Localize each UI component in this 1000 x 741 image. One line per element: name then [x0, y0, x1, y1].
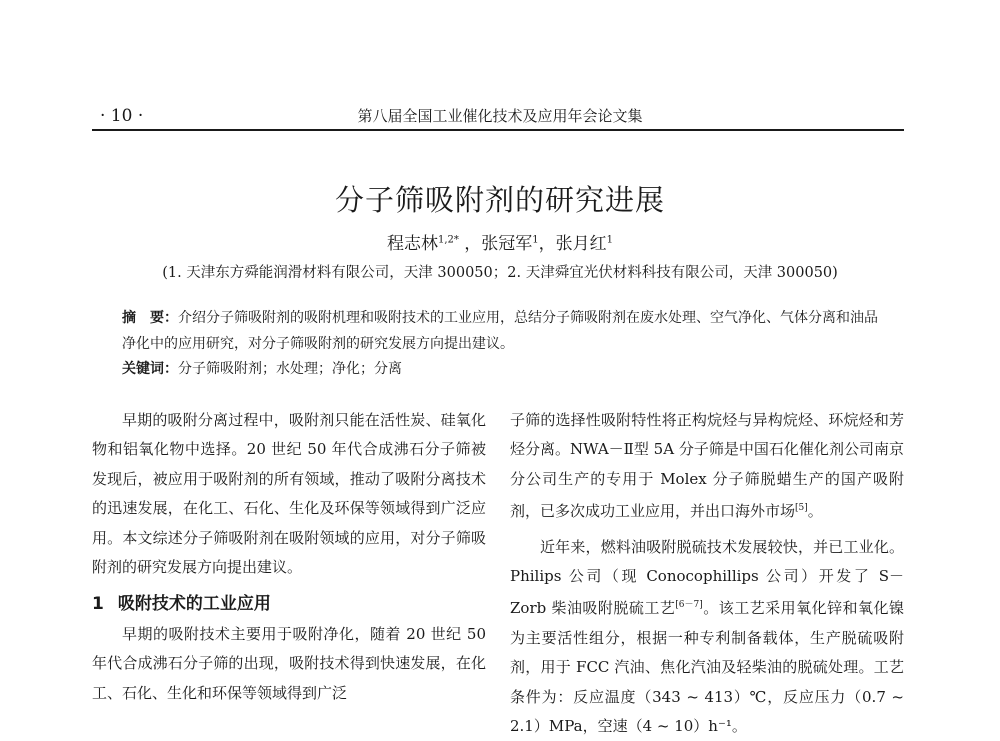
- author-separator: ，: [464, 234, 482, 254]
- paragraph-text: 子筛的选择性吸附特性将正构烷烃与异构烷烃、环烷烃和芳烃分离。NWA－Ⅱ型 5A 分子筛是中国石化催化剂公司南京分公司生产的专用于 Molex 分子筛脱蜡生产的国产吸附剂，已多次成功工业应用，并出口海外市场: [510, 411, 904, 521]
- right-column: [510, 406, 904, 741]
- section-paragraph: 早期的吸附技术主要用于吸附净化，随着 20 世纪 50 年代合成沸石分子筛的出现，吸附技术得到快速发展，在化工、石化、生化和环保等领域得到广泛: [92, 624, 486, 702]
- left-column: [92, 406, 486, 708]
- running-title: 第八届全国工业催化技术及应用年会论文集: [357, 107, 643, 125]
- author-affil-mark: 1,2*: [437, 234, 459, 246]
- article-title: 分子筛吸附剂的研究进展: [334, 183, 665, 217]
- citation: [5]: [795, 503, 808, 514]
- author-affil-mark: 1: [532, 234, 539, 246]
- keywords: [122, 356, 882, 382]
- author-separator: ，: [538, 234, 556, 254]
- keywords-text: 分子筛吸附剂；水处理；净化；分离: [178, 361, 402, 377]
- abstract-text: 介绍分子筛吸附剂的吸附机理和吸附技术的工业应用，总结分子筛吸附剂在废水处理、空气净化、气体分离和油品净化中的应用研究，对分子筛吸附剂的研究发展方向提出建议。: [122, 310, 878, 352]
- header-rule: [92, 129, 904, 131]
- author-list: [0, 229, 1000, 254]
- paragraph-text: 。该工艺采用氧化锌和氧化镍为主要活性组分，根据一种专利制备载体，生产脱硫吸附剂，用于 FCC 汽油、焦化汽油及轻柴油的脱硫处理。工艺条件为：反应温度（343 ~ 413）℃，反应压力（0.7 ~ 2.1）MPa，空速（4 ~ 10）h⁻¹。: [510, 599, 904, 736]
- section-heading: [92, 590, 486, 619]
- author-name: 张冠军: [481, 234, 533, 254]
- author-name: 张月红: [555, 234, 607, 254]
- paragraph-end: 。: [807, 502, 823, 521]
- author-affil-mark: 1: [606, 234, 614, 246]
- affiliations: (1. 天津东方舜能润滑材料有限公司，天津 300050；2. 天津舜宜光伏材料科技有限公司，天津 300050): [162, 265, 838, 281]
- abstract: [122, 305, 882, 357]
- paragraph-text: 近年来，燃料油吸附脱硫技术发展较快，并已工业化。Philips 公司（现 Conocophillips 公司）开发了 S－Zorb 柴油吸附脱硫工艺: [510, 537, 904, 618]
- section-number: 1: [92, 594, 104, 615]
- desulfurization-paragraph: [510, 533, 904, 741]
- author-name: 程志林: [386, 234, 438, 254]
- citation: [6－7]: [675, 600, 703, 611]
- continued-paragraph: [510, 406, 904, 527]
- keywords-label: 关键词：: [122, 361, 178, 377]
- intro-paragraph: 早期的吸附分离过程中，吸附剂只能在活性炭、硅氧化物和铝氧化物中选择。20 世纪 50 年代合成沸石分子筛被发现后，被应用于吸附剂的所有领域，推动了吸附分离技术的迅速发展，在化工、石化、生化及环保等领域得到广泛应用。本文综述分子筛吸附剂在吸附领域的应用，对分子筛吸附剂的研究发展方向提出建议。: [92, 411, 486, 577]
- section-title: 吸附技术的工业应用: [117, 594, 271, 615]
- page-number: · 10 ·: [100, 106, 144, 126]
- abstract-label: 摘 要：: [122, 310, 178, 326]
